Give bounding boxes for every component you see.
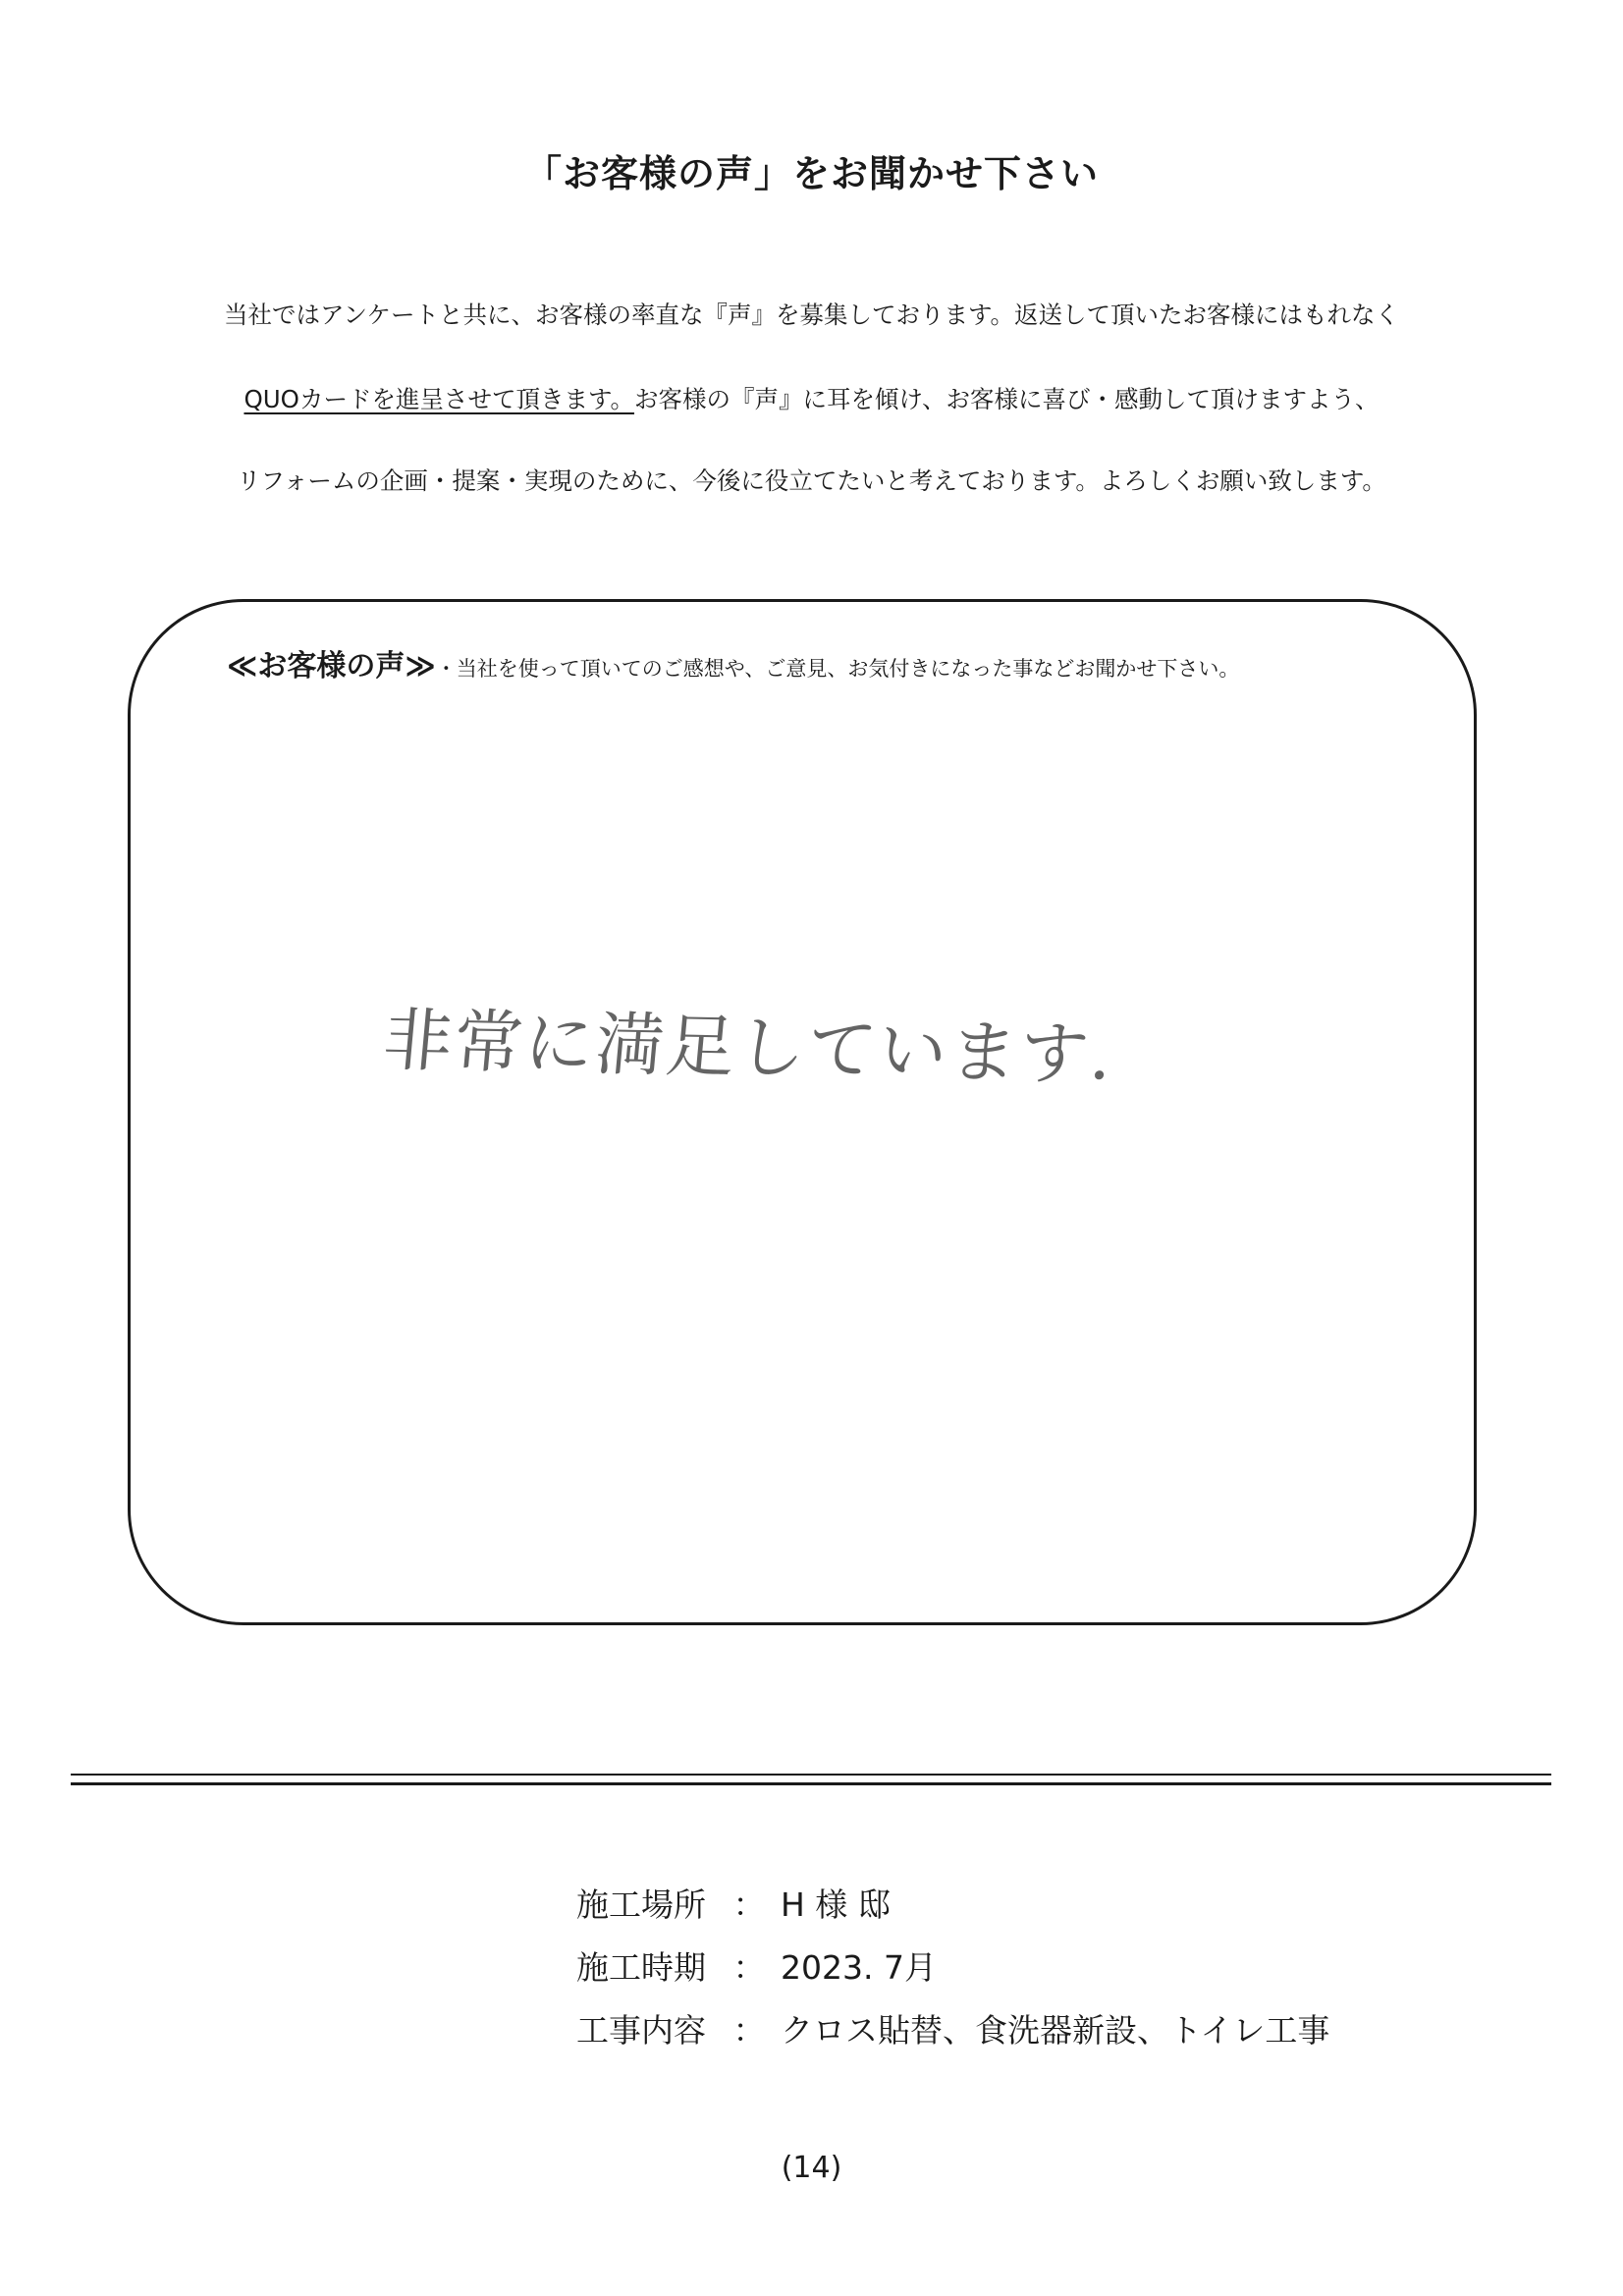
- quo-card-offer: QUOカードを進呈させて頂きます。: [243, 385, 634, 413]
- detail-row-work: [576, 1996, 1329, 2059]
- divider-line: [71, 1774, 1551, 1776]
- detail-label: 施工場所: [576, 1885, 706, 1924]
- detail-label: 工事内容: [576, 2010, 706, 2050]
- intro-line-3: リフォームの企画・提案・実現のために、今後に役立てたいと考えております。よろしくお願い致します。: [237, 466, 1386, 495]
- detail-label: 施工時期: [576, 1947, 706, 1987]
- detail-colon: ：: [732, 2010, 766, 2050]
- voice-box-prompt: ・当社を使って頂いてのご感想や、ご意見、お気付きになった事などお聞かせ下さい。: [435, 657, 1240, 681]
- intro-line-2: [0, 381, 1623, 415]
- detail-row-location: [576, 1871, 1329, 1934]
- detail-colon: ：: [732, 1947, 766, 1987]
- detail-value: クロス貼替、食洗器新設、トイレ工事: [781, 2010, 1330, 2050]
- handwritten-response: 非常に満足しています.: [379, 1000, 1118, 1096]
- intro-line-2-rest: お客様の『声』に耳を傾け、お客様に喜び・感動して頂けますよう、: [634, 385, 1380, 413]
- project-details: [576, 1871, 1329, 2059]
- page-title: 「お客様の声」をお聞かせ下さい: [523, 152, 1099, 195]
- detail-colon: ：: [732, 1885, 766, 1924]
- page-number: (14): [781, 2151, 842, 2185]
- detail-value: 2023. 7月: [781, 1947, 937, 1987]
- divider-line: [71, 1782, 1551, 1785]
- detail-row-period: [576, 1934, 1329, 1996]
- detail-value: H 様 邸: [781, 1885, 891, 1924]
- voice-box-title: ≪お客様の声≫: [227, 649, 436, 683]
- voice-box-header: [227, 641, 1239, 684]
- customer-voice-box: [128, 599, 1477, 1625]
- intro-line-1: 当社ではアンケートと共に、お客様の率直な『声』を募集しております。返送して頂いたお客様にはもれなく: [223, 301, 1400, 329]
